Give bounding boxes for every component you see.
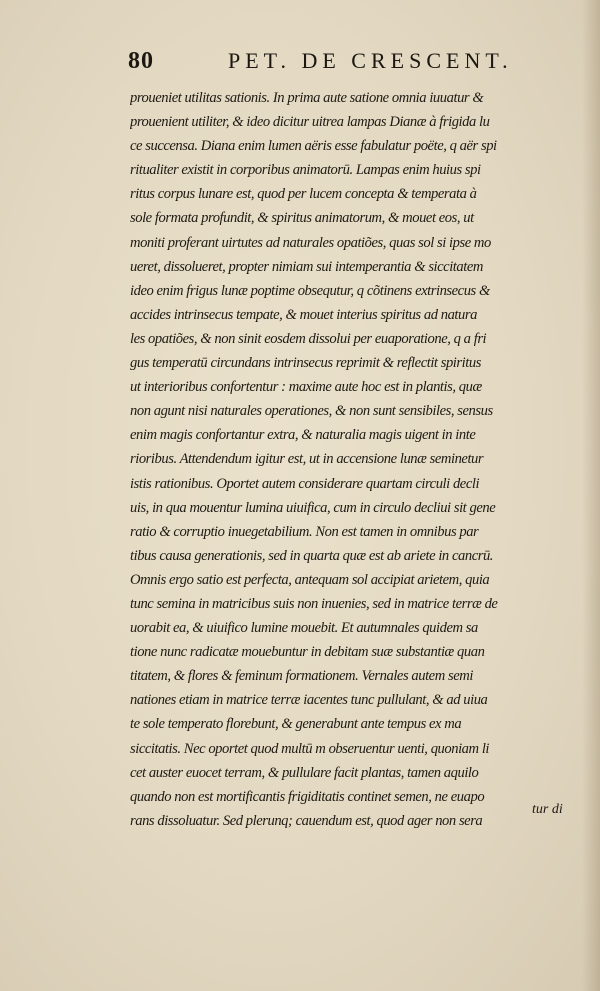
text-line: ritus corpus lunare est, quod per lucem concepta & temperata à — [130, 186, 477, 203]
folio-number: 80 — [128, 48, 154, 74]
text-line: tione nunc radicatæ mouebuntur in debitam suæ substantiæ quan — [130, 644, 485, 661]
running-head: PET. DE CRESCENT. — [228, 48, 513, 73]
text-line: cet auster euocet terram, & pullulare facit plantas, tamen aquilo — [130, 764, 479, 781]
text-line: ut interioribus confortentur : maxime aute hoc est in plantis, quæ — [130, 379, 482, 396]
text-line: istis rationibus. Oportet autem considerare quartam circuli decli — [130, 475, 480, 492]
text-line: uis, in qua mouentur lumina uiuifica, cum in circulo decliui sit gene — [130, 499, 496, 516]
text-line: tunc semina in matricibus suis non inuenies, sed in matrice terræ de — [130, 595, 498, 612]
text-line: siccitatis. Nec oportet quod multū m obseruentur uenti, quoniam li — [130, 740, 490, 757]
text-line: enim magis confortantur extra, & naturalia magis uigent in inte — [130, 427, 476, 444]
text-line: rans dissoluatur. Sed plerunq; cauendum est, quod ager non sera — [130, 812, 483, 829]
text-line: ce succensa. Diana enim lumen aëris esse fabulatur poëte, q aër spi — [130, 138, 497, 155]
text-line: quando non est mortificantis frigiditatis continet semen, ne euapo — [130, 788, 485, 805]
text-line: moniti proferant uirtutes ad naturales opatiões, quas sol si ipse mo — [130, 234, 491, 251]
text-line: titatem, & flores & feminum formationem. Vernales autem semi — [130, 668, 473, 685]
text-line: uorabit ea, & uiuifico lumine mouebit. Et autumnales quidem sa — [130, 620, 478, 637]
text-line: les opatiões, & non sinit eosdem dissolui per euaporatione, q a fri — [130, 330, 487, 347]
text-line: non agunt nisi naturales operationes, & non sunt sensibiles, sensus — [130, 403, 493, 420]
text-line: sole formata profundit, & spiritus animatorum, & mouet eos, ut — [130, 210, 474, 227]
text-line: ritualiter existit in corporibus animatorū. Lampas enim huius spi — [130, 162, 481, 179]
catchword: tur di — [532, 802, 563, 817]
text-line: ideo enim frigus lunæ poptime obsequtur, q cõtinens extrinsecus & — [130, 282, 490, 299]
page-header — [128, 46, 528, 80]
text-line: tibus causa generationis, sed in quarta quæ est ab ariete in cancrū. — [130, 547, 493, 564]
text-line: proueniet utilitas sationis. In prima aute satione omnia iuuatur & — [130, 90, 484, 106]
text-line: gus temperatū circundans intrinsecus reprimit & reflectit spiritus — [130, 355, 481, 372]
text-line: nationes etiam in matrice terræ iacentes tunc pullulant, & ad uiua — [130, 692, 488, 709]
body-text — [130, 86, 592, 833]
text-line: ratio & corruptio inuegetabilium. Non est tamen in omnibus par — [130, 523, 479, 540]
text-line: prouenient utiliter, & ideo dicitur uitrea lampas Dianæ à frigida lu — [130, 114, 490, 131]
text-line: accides intrinsecus tempate, & mouet interius spiritus ad natura — [130, 306, 477, 323]
text-line: ueret, dissolueret, propter nimiam sui intemperantia & siccitatem — [130, 258, 483, 275]
text-line: rioribus. Attendendum igitur est, ut in accensione lunæ seminetur — [130, 451, 484, 468]
text-line: te sole temperato florebunt, & generabunt ante tempus ex ma — [130, 716, 462, 733]
text-line: Omnis ergo satio est perfecta, antequam sol accipiat arietem, quia — [130, 571, 490, 588]
